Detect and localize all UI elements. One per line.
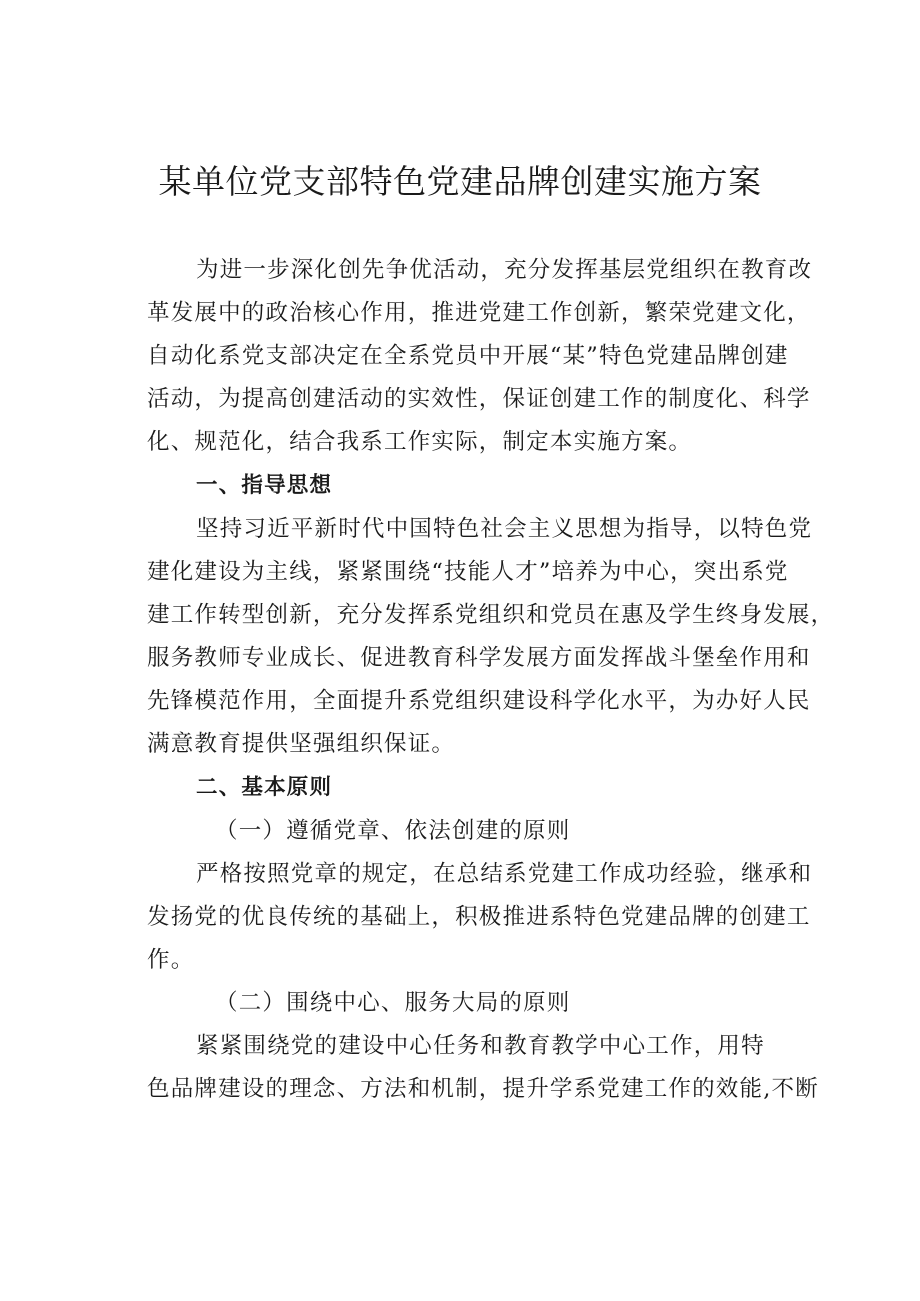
paragraph-line: 为进一步深化创先争优活动，充分发挥基层党组织在教育改 <box>196 257 813 283</box>
paragraph-line: 建化建设为主线，紧紧围绕“技能人才”培养为中心，突出系党 <box>147 559 789 585</box>
paragraph-line: 先锋模范作用，全面提升系党组织建设科学化水平，为办好人民 <box>147 688 811 714</box>
paragraph-line: 紧紧围绕党的建设中心任务和教育教学中心工作，用特 <box>196 1033 765 1059</box>
paragraph-line: 服务教师专业成长、促进教育科学发展方面发挥战斗堡垒作用和 <box>147 645 811 671</box>
paragraph-line: 建工作转型创新，充分发挥系党组织和党员在惠及学生终身发展， <box>147 602 835 628</box>
subsection-heading-1: （一）遵循党章、依法创建的原则 <box>215 818 571 844</box>
paragraph-line: 色品牌建设的理念、方法和机制，提升学系党建工作的效能,不断 <box>147 1076 819 1102</box>
section-heading-guiding-ideology: 一、指导思想 <box>196 473 333 498</box>
subsection-heading-2: （二）围绕中心、服务大局的原则 <box>215 990 571 1016</box>
section-heading-basic-principles: 二、基本原则 <box>196 775 333 800</box>
paragraph-line: 坚持习近平新时代中国特色社会主义思想为指导，以特色党 <box>196 516 813 542</box>
paragraph-line: 满意教育提供坚强组织保证。 <box>147 731 456 757</box>
document-title: 某单位党支部特色党建品牌创建实施方案 <box>158 162 762 201</box>
paragraph-line: 活动，为提高创建活动的实效性，保证创建工作的制度化、科学 <box>147 386 811 412</box>
paragraph-line: 自动化系党支部决定在全系党员中开展“某”特色党建品牌创建 <box>147 343 789 369</box>
paragraph-line: 化、规范化，结合我系工作实际，制定本实施方案。 <box>147 429 693 455</box>
paragraph-line: 发扬党的优良传统的基础上，积极推进系特色党建品牌的创建工 <box>147 904 811 930</box>
paragraph-line: 作。 <box>147 947 195 973</box>
paragraph-line: 革发展中的政治核心作用，推进党建工作创新，繁荣党建文化， <box>147 300 811 326</box>
paragraph-line: 严格按照党章的规定，在总结系党建工作成功经验，继承和 <box>196 861 813 887</box>
